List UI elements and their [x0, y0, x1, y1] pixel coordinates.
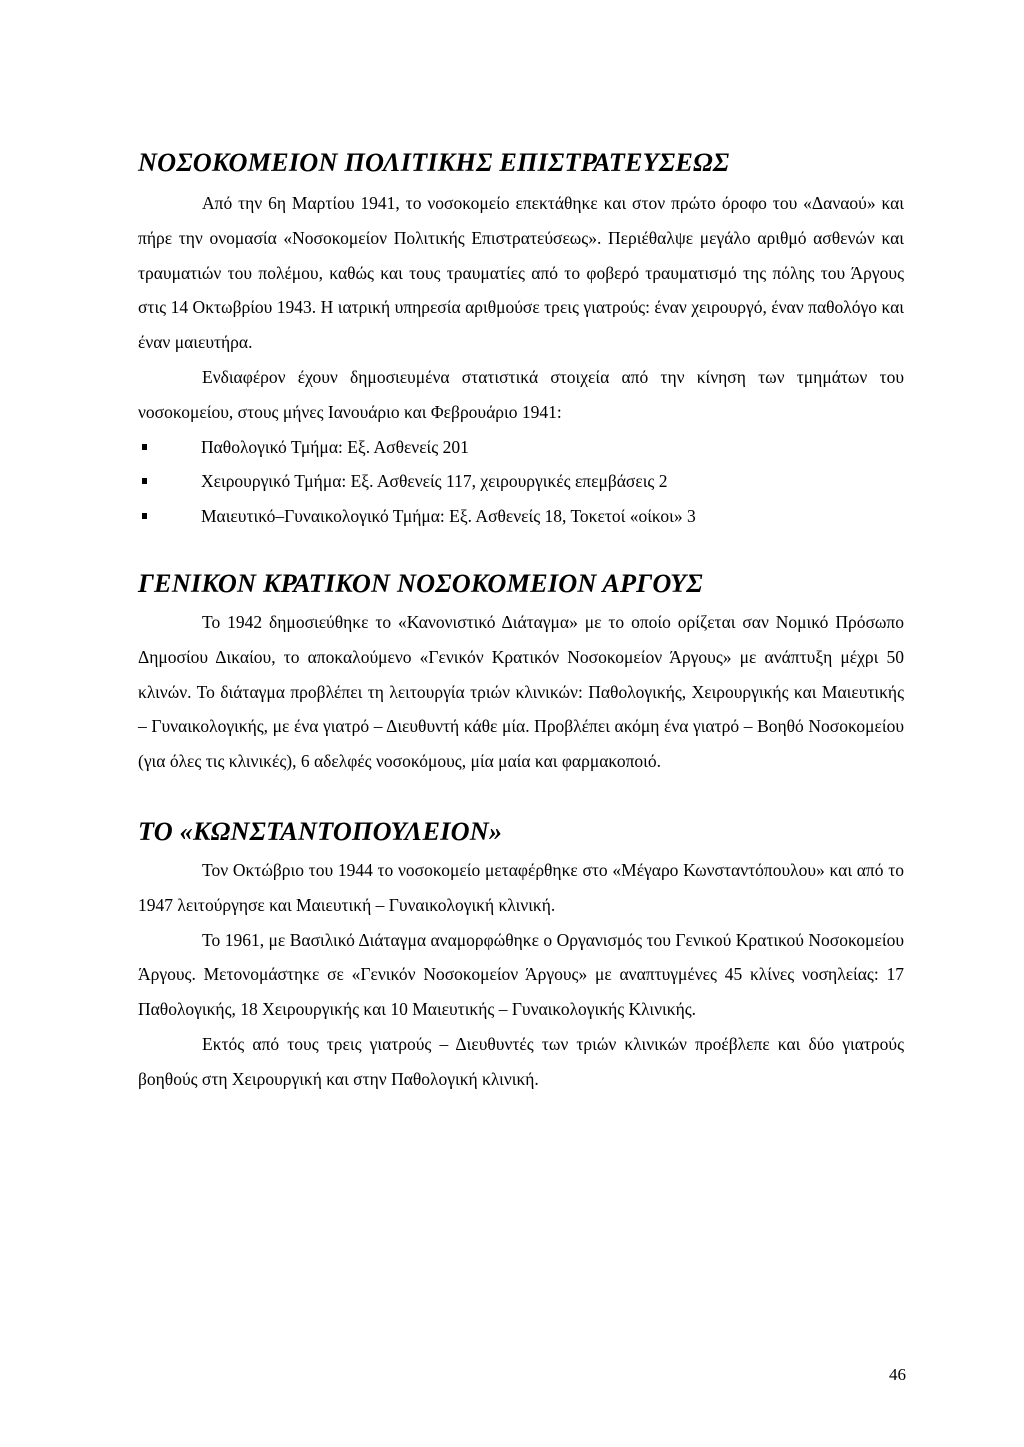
- square-bullet-icon: [142, 444, 147, 450]
- list-item: [138, 464, 904, 499]
- section-geniko-kratiko: [138, 569, 904, 779]
- list-item: [138, 499, 904, 534]
- paragraph: Από την 6η Μαρτίου 1941, το νοσοκομείο επεκτάθηκε και στον πρώτο όροφο του «Δαναού» και πήρε την ονομασία «Νοσοκομείον Πολιτικής Επιστρατεύσεως». Περιέθαλψε μεγάλο αριθμό ασθενών και τραυματιών του πολέμου, καθώς και τους τραυματίες από το φοβερό τραυματισμό της πόλης του Άργους στις 14 Οκτωβρίου 1943. Η ιατρική υπηρεσία αριθμούσε τρεις γιατρούς: έναν χειρουργό, έναν παθολόγο και έναν μαιευτήρα.: [138, 193, 904, 353]
- paragraph: Εκτός από τους τρεις γιατρούς – Διευθυντές των τριών κλινικών προέβλεπε και δύο γιατρούς βοηθούς στη Χειρουργική και στην Παθολογική κλινική.: [138, 1033, 904, 1089]
- section-spacer: [138, 779, 904, 817]
- page-content: [138, 148, 904, 1097]
- square-bullet-icon: [142, 513, 147, 519]
- section-heading: ΓΕΝΙΚΟΝ ΚΡΑΤΙΚΟΝ ΝΟΣΟΚΟΜΕΙΟΝ ΑΡΓΟΥΣ: [138, 568, 703, 598]
- paragraph: Ενδιαφέρον έχουν δημοσιευμένα στατιστικά στοιχεία από την κίνηση των τμημάτων του νοσοκομείου, στους μήνες Ιανουάριο και Φεβρουάριο 1941:: [138, 366, 904, 422]
- list-item-text: Παθολογικό Τμήμα: Εξ. Ασθενείς 201: [201, 436, 469, 457]
- statistics-list: [138, 430, 904, 534]
- list-item-text: Χειρουργικό Τμήμα: Εξ. Ασθενείς 117, χειρουργικές επεμβάσεις 2: [201, 471, 668, 492]
- section-politiki-epistrateusi: [138, 148, 904, 534]
- section-spacer: [138, 534, 904, 569]
- section-konstantopouleion: [138, 817, 904, 1097]
- paragraph: Το 1961, με Βασιλικό Διάταγμα αναμορφώθηκε ο Οργανισμός του Γενικού Κρατικού Νοσοκομείου Άργους. Μετονομάστηκε σε «Γενικόν Νοσοκομείον Άργους» με αναπτυγμένες 45 κλίνες νοσηλείας: 17 Παθολογικής, 18 Χειρουργικής και 10 Μαιευτικής – Γυναικολογικής Κλινικής.: [138, 929, 904, 1020]
- paragraph: Το 1942 δημοσιεύθηκε το «Κανονιστικό Διάταγμα» με το οποίο ορίζεται σαν Νομικό Πρόσωπο Δημοσίου Δικαίου, το αποκαλούμενο «Γενικόν Κρατικόν Νοσοκομείον Άργους» με ανάπτυξη μέχρι 50 κλινών. Το διάταγμα προβλέπει τη λειτουργία τριών κλινικών: Παθολογικής, Χειρουργικής και Μαιευτικής – Γυναικολογικής, με ένα γιατρό – Διευθυντή κάθε μία. Προβλέπει ακόμη ένα γιατρό – Βοηθό Νοσοκομείου (για όλες τις κλινικές), 6 αδελφές νοσοκόμους, μία μαία και φαρμακοποιό.: [138, 611, 904, 772]
- section-heading: ΤΟ «ΚΩΝΣΤΑΝΤΟΠΟΥΛΕΙΟΝ»: [138, 816, 503, 846]
- paragraph: Τον Οκτώβριο του 1944 το νοσοκομείο μεταφέρθηκε στο «Μέγαρο Κωνσταντόπουλου» και από το 1947 λειτούργησε και Μαιευτική – Γυναικολογική κλινική.: [138, 859, 904, 915]
- list-item-text: Μαιευτικό–Γυναικολογικό Τμήμα: Εξ. Ασθενείς 18, Τοκετοί «οίκοι» 3: [201, 506, 696, 527]
- page-number: 46: [889, 1365, 906, 1384]
- square-bullet-icon: [142, 478, 147, 484]
- list-item: [138, 430, 904, 465]
- section-heading: ΝΟΣΟΚΟΜΕΙΟΝ ΠΟΛΙΤΙΚΗΣ ΕΠΙΣΤΡΑΤΕΥΣΕΩΣ: [138, 148, 730, 177]
